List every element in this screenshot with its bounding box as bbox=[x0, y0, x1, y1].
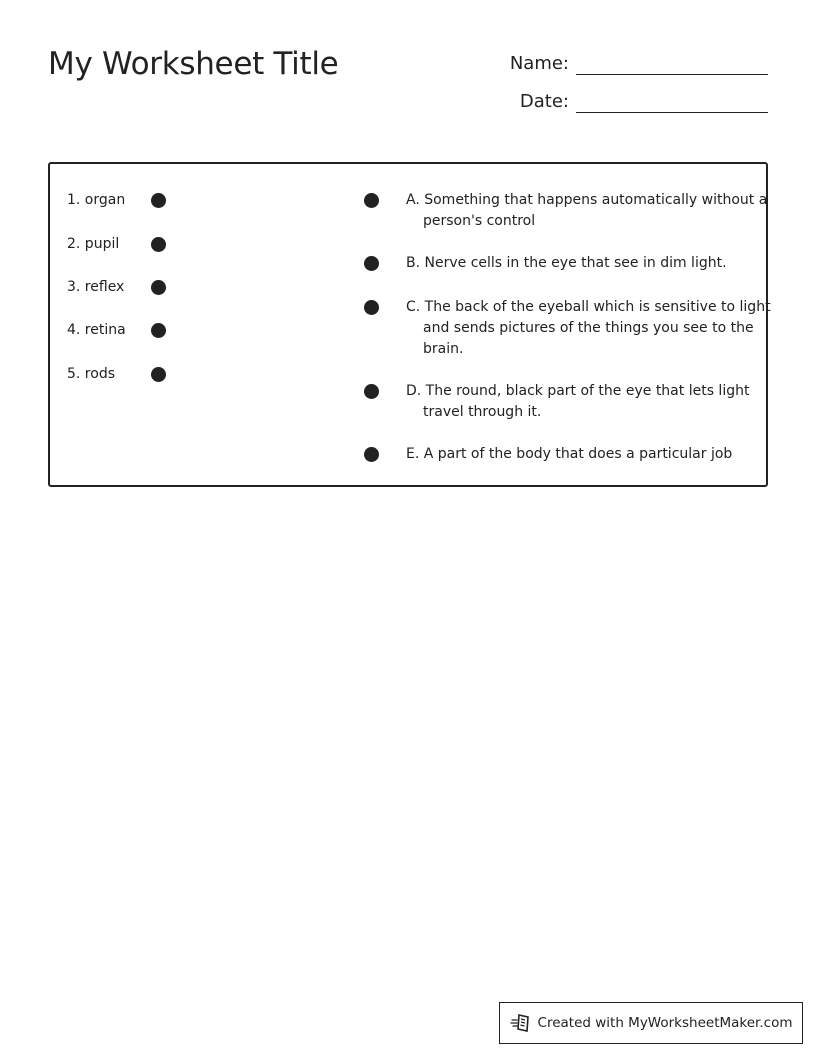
footer-badge[interactable] bbox=[499, 1002, 803, 1044]
name-label: Name: bbox=[509, 53, 569, 74]
definition-dot-b[interactable] bbox=[364, 256, 379, 271]
term-dot-4[interactable] bbox=[151, 323, 166, 338]
definition-dot-d[interactable] bbox=[364, 384, 379, 399]
term-retina: 4. retina bbox=[67, 322, 126, 338]
term-organ: 1. organ bbox=[67, 192, 126, 208]
definition-text-c: C. The back of the eyeball which is sensitive to light and sends pictures of the things you see to the brain. bbox=[406, 299, 771, 357]
definition-text-e: E. A part of the body that does a particular job bbox=[406, 446, 733, 462]
definition-dot-a[interactable] bbox=[364, 193, 379, 208]
name-line[interactable] bbox=[576, 52, 768, 75]
definition-dot-e[interactable] bbox=[364, 447, 379, 462]
matching-box bbox=[48, 162, 771, 487]
definition-text-d: D. The round, black part of the eye that lets light travel through it. bbox=[406, 383, 750, 420]
term-dot-3[interactable] bbox=[151, 280, 166, 295]
date-line[interactable] bbox=[576, 90, 768, 113]
page-title: My Worksheet Title bbox=[48, 46, 339, 82]
term-reflex: 3. reflex bbox=[67, 279, 125, 295]
term-dot-2[interactable] bbox=[151, 237, 166, 252]
definition-text-b: B. Nerve cells in the eye that see in dim light. bbox=[406, 255, 727, 271]
date-field bbox=[520, 90, 768, 113]
term-dot-5[interactable] bbox=[151, 367, 166, 382]
footer-text: Created with MyWorksheetMaker.com bbox=[537, 1015, 793, 1031]
term-pupil: 2. pupil bbox=[67, 236, 120, 252]
term-rods: 5. rods bbox=[67, 366, 116, 382]
worksheet-maker-logo-icon bbox=[510, 1012, 532, 1034]
date-label: Date: bbox=[519, 91, 569, 112]
definition-dot-c[interactable] bbox=[364, 300, 379, 315]
name-field bbox=[510, 52, 768, 75]
term-dot-1[interactable] bbox=[151, 193, 166, 208]
definition-text-a: A. Something that happens automatically without a person's control bbox=[406, 192, 768, 229]
